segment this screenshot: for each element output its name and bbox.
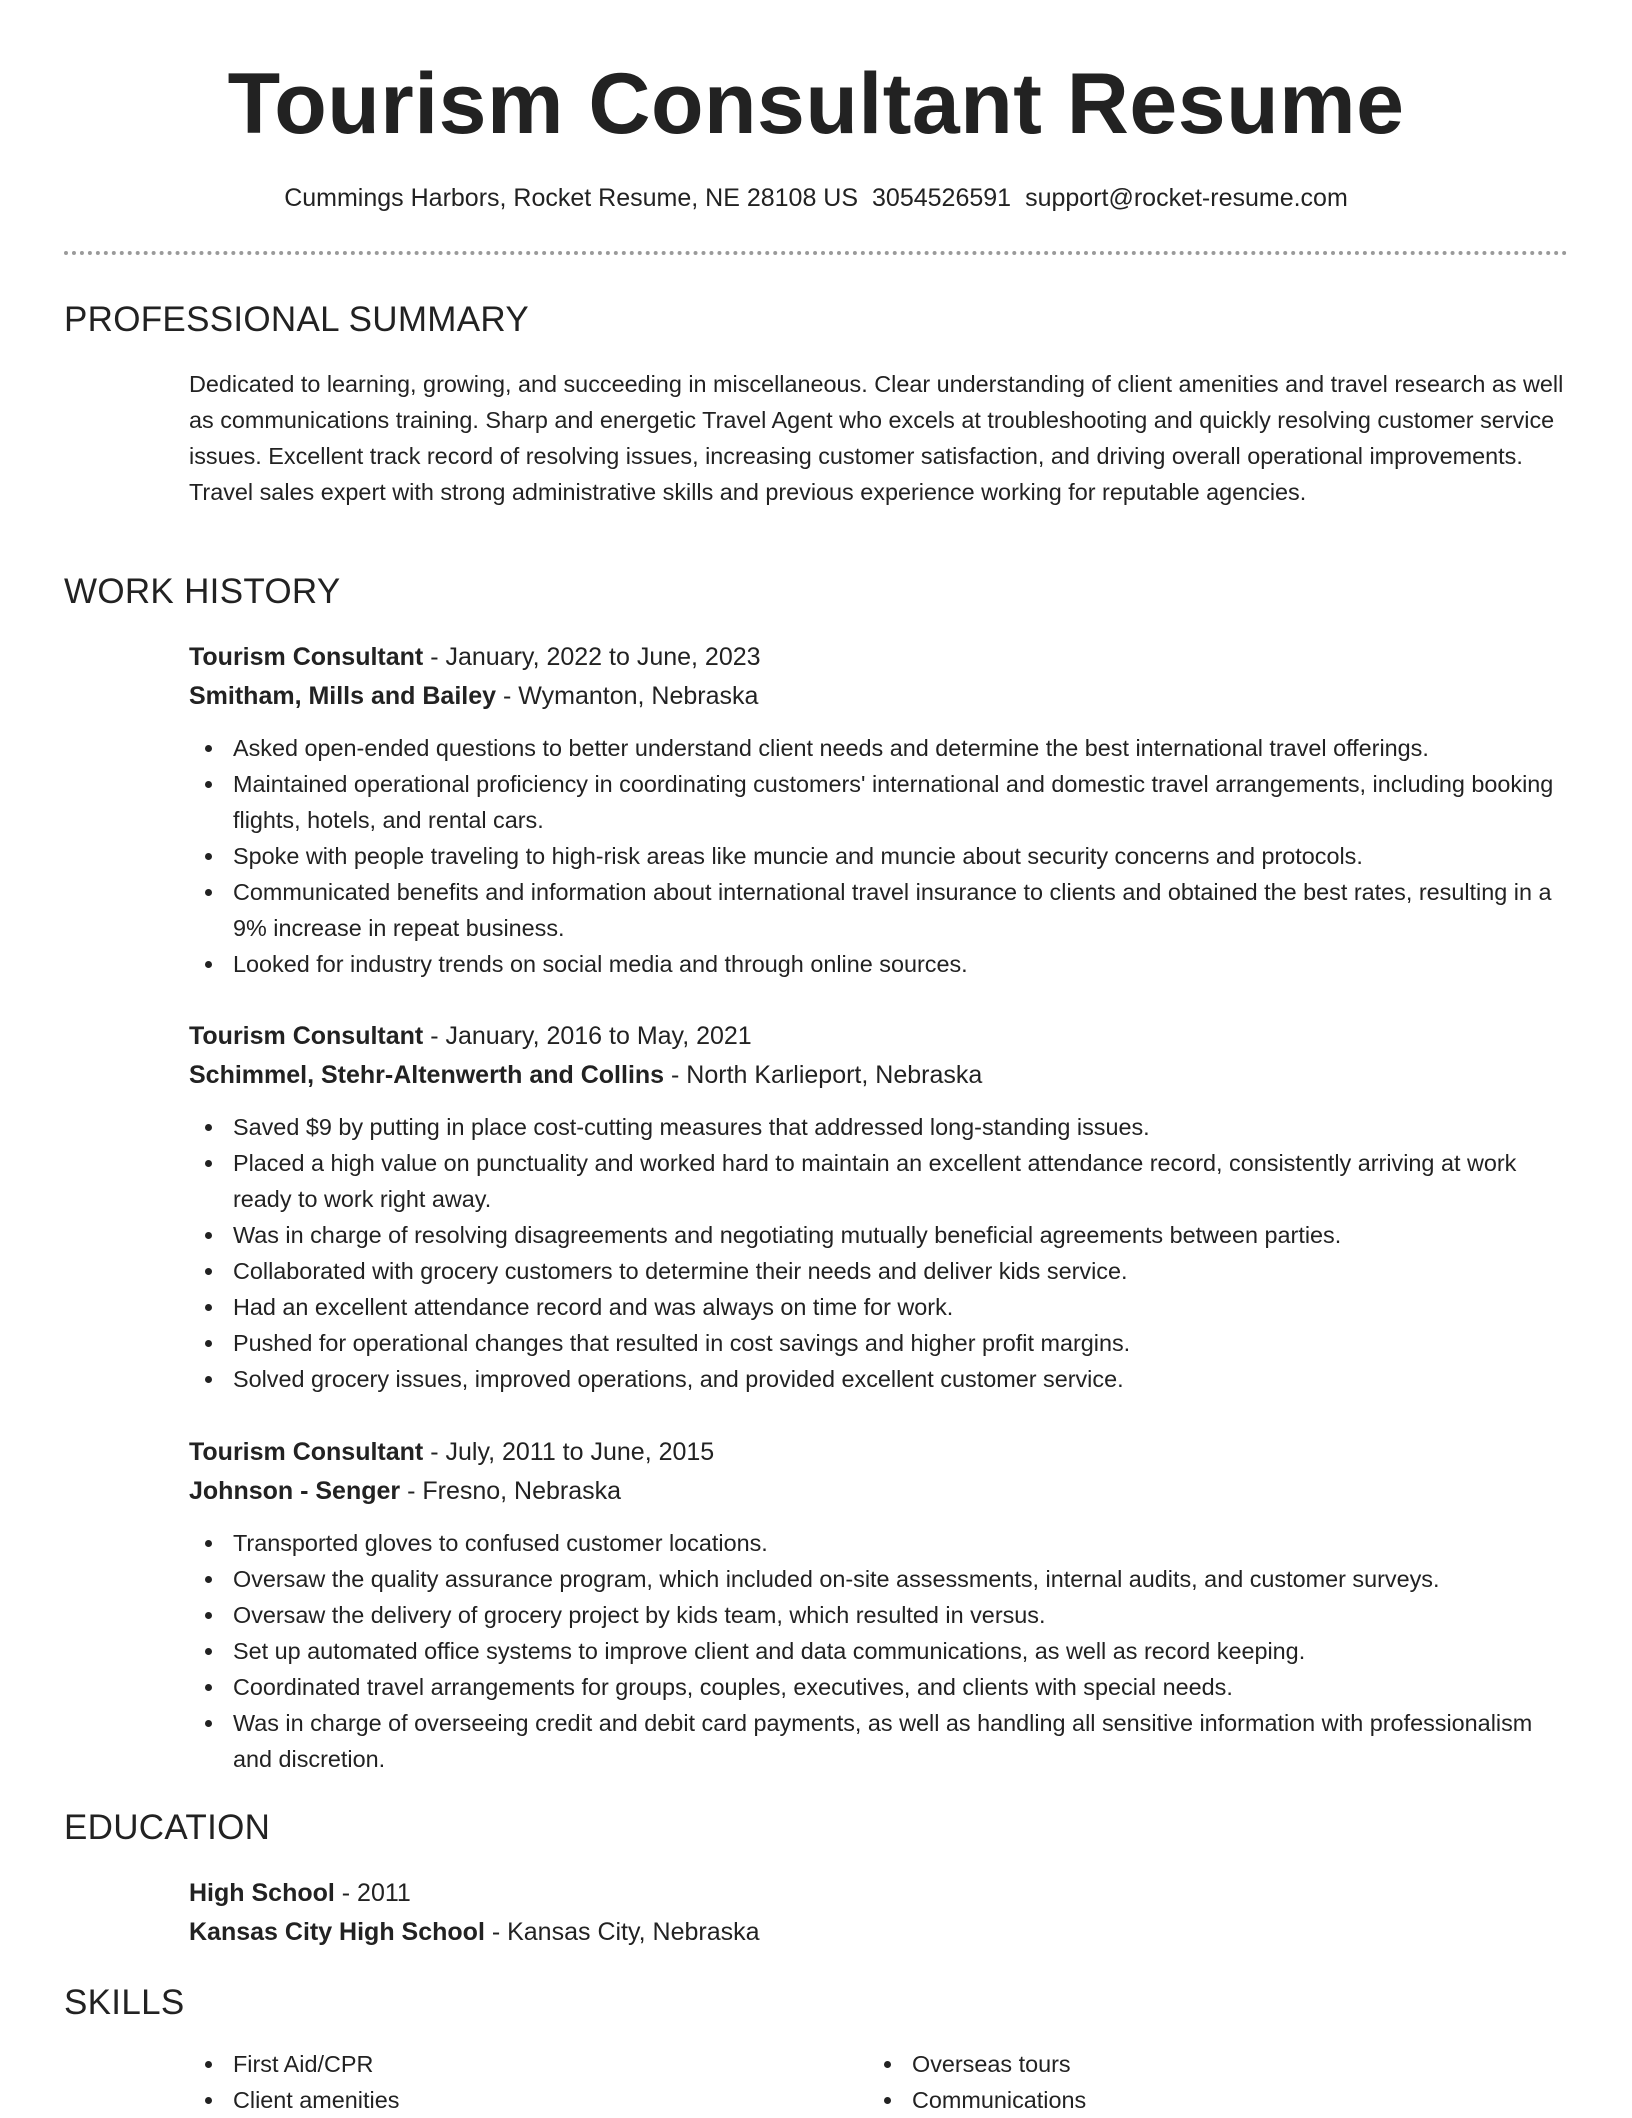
job-role: Tourism Consultant — [189, 1438, 424, 1466]
list-item: Coordinated travel arrangements for groups, couples, executives, and clients with special needs. — [189, 1669, 1569, 1705]
job-location: - Wymanton, Nebraska — [496, 682, 759, 710]
section-title-education: EDUCATION — [64, 1808, 271, 1847]
list-item: Asked open-ended questions to better understand client needs and determine the best international travel offerings. — [189, 730, 1569, 766]
education-school: Kansas City High School — [189, 1918, 485, 1946]
job-role: Tourism Consultant — [189, 643, 424, 671]
list-item: Maintained operational proficiency in coordinating customers' international and domestic travel arrangements, including booking flights, hotels, and rental cars. — [189, 766, 1569, 838]
list-item: Had an excellent attendance record and was always on time for work. — [189, 1289, 1569, 1325]
list-item: Pushed for operational changes that resulted in cost savings and higher profit margins. — [189, 1325, 1569, 1361]
job-duties-list — [189, 730, 1569, 982]
education-location: - Kansas City, Nebraska — [484, 1918, 760, 1946]
list-item: Collaborated with grocery customers to determine their needs and deliver kids service. — [189, 1253, 1569, 1289]
skills-column-right — [868, 2046, 1508, 2118]
list-item: Was in charge of resolving disagreements and negotiating mutually beneficial agreements between parties. — [189, 1217, 1569, 1253]
list-item: Oversaw the delivery of grocery project by kids team, which resulted in versus. — [189, 1597, 1569, 1633]
job-entry — [189, 638, 1569, 982]
job-company: Schimmel, Stehr-Altenwerth and Collins — [189, 1061, 665, 1089]
list-item: Set up automated office systems to improve client and data communications, as well as record keeping. — [189, 1633, 1569, 1669]
list-item: First Aid/CPR — [189, 2046, 829, 2082]
education-degree-line — [189, 1874, 1569, 1913]
section-title-work-history: WORK HISTORY — [64, 572, 341, 611]
skills-column-left — [189, 2046, 829, 2118]
list-item: Solved grocery issues, improved operations, and provided excellent customer service. — [189, 1361, 1569, 1397]
section-title-summary: PROFESSIONAL SUMMARY — [64, 300, 529, 339]
contact-phone: 3054526591 — [872, 184, 1012, 212]
resume-title: Tourism Consultant Resume — [227, 56, 1405, 152]
job-duties-list — [189, 1109, 1569, 1397]
list-item: Communications — [868, 2082, 1508, 2118]
job-company-line — [189, 1056, 1569, 1095]
header-divider — [64, 251, 1568, 255]
list-item: Client amenities — [189, 2082, 829, 2118]
job-company-line — [189, 677, 1569, 716]
job-title-line — [189, 1017, 1569, 1056]
job-dates: - July, 2011 to June, 2015 — [423, 1438, 715, 1466]
job-dates: - January, 2022 to June, 2023 — [423, 643, 761, 671]
job-dates: - January, 2016 to May, 2021 — [423, 1022, 752, 1050]
education-degree: High School — [189, 1879, 335, 1907]
summary-text: Dedicated to learning, growing, and succeeding in miscellaneous. Clear understanding of client amenities and travel research as well as communications training. Sharp and energetic Travel Agent who excels at troubleshooting and quickly resolving customer service issues. Excellent track record of resolving issues, increasing customer satisfaction, and driving overall operational improvements. Travel sales expert with strong administrative skills and previous experience working for reputable agencies. — [189, 371, 1564, 505]
list-item: Looked for industry trends on social media and through online sources. — [189, 946, 1569, 982]
list-item: Was in charge of overseeing credit and debit card payments, as well as handling all sensitive information with professionalism and discretion. — [189, 1705, 1569, 1777]
list-item: Communicated benefits and information about international travel insurance to clients and obtained the best rates, resulting in a 9% increase in repeat business. — [189, 874, 1569, 946]
job-title-line — [189, 638, 1569, 677]
list-item: Transported gloves to confused customer locations. — [189, 1525, 1569, 1561]
contact-email[interactable]: support@rocket-resume.com — [1025, 184, 1348, 212]
job-location: - Fresno, Nebraska — [400, 1477, 622, 1505]
job-role: Tourism Consultant — [189, 1022, 424, 1050]
education-entry — [189, 1874, 1569, 1952]
list-item: Oversaw the quality assurance program, which included on-site assessments, internal audits, and customer surveys. — [189, 1561, 1569, 1597]
list-item: Spoke with people traveling to high-risk areas like muncie and muncie about security concerns and protocols. — [189, 838, 1569, 874]
contact-address: Cummings Harbors, Rocket Resume, NE 28108 US — [284, 184, 859, 212]
list-item: Placed a high value on punctuality and worked hard to maintain an excellent attendance record, consistently arriving at work ready to work right away. — [189, 1145, 1569, 1217]
job-title-line — [189, 1433, 1569, 1472]
education-year: - 2011 — [334, 1879, 411, 1907]
job-entry — [189, 1433, 1569, 1777]
list-item: Overseas tours — [868, 2046, 1508, 2082]
job-company: Johnson - Senger — [189, 1477, 401, 1505]
list-item: Saved $9 by putting in place cost-cutting measures that addressed long-standing issues. — [189, 1109, 1569, 1145]
job-location: - North Karlieport, Nebraska — [664, 1061, 983, 1089]
job-company-line — [189, 1472, 1569, 1511]
education-school-line — [189, 1913, 1569, 1952]
job-duties-list — [189, 1525, 1569, 1777]
job-entry — [189, 1017, 1569, 1397]
contact-line — [0, 180, 1632, 216]
section-title-skills: SKILLS — [64, 1983, 185, 2022]
job-company: Smitham, Mills and Bailey — [189, 682, 497, 710]
